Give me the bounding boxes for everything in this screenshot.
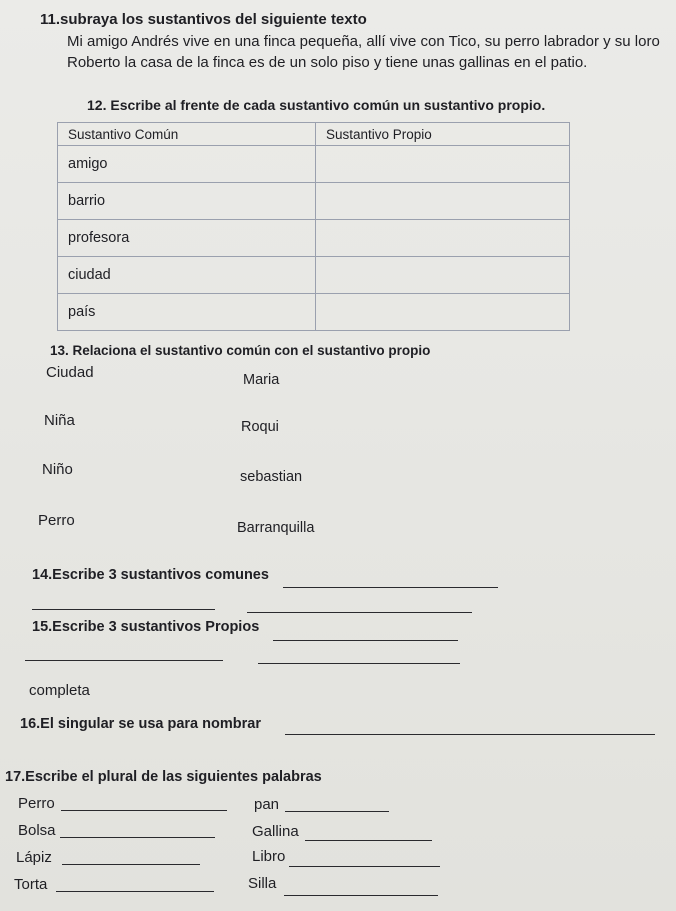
common-noun-cell: barrio [58,183,316,220]
answer-line[interactable] [247,612,472,613]
plural-answer-line[interactable] [305,840,432,841]
q13-right-item[interactable]: Roqui [241,419,279,435]
plural-word: Bolsa [18,822,56,839]
common-noun-cell: amigo [58,146,316,183]
plural-word: Gallina [252,823,299,840]
q13-left-item[interactable]: Ciudad [46,364,94,381]
q13-left-item[interactable]: Niño [42,461,73,478]
proper-noun-answer-cell[interactable] [316,257,570,294]
plural-answer-line[interactable] [61,810,227,811]
table-row [58,183,570,220]
proper-noun-answer-cell[interactable] [316,220,570,257]
q13-right-item[interactable]: sebastian [240,469,303,485]
plural-word: Lápiz [16,849,52,866]
proper-noun-answer-cell[interactable] [316,294,570,331]
table-row [58,220,570,257]
q16-title: 16.El singular se usa para nombrar [20,716,261,732]
plural-word: Silla [248,875,277,892]
q13-title: 13. Relaciona el sustantivo común con el sustantivo propio [50,343,431,358]
q11-title: 11.subraya los sustantivos del siguiente texto [40,11,367,28]
q13-left-item[interactable]: Niña [44,412,75,429]
plural-answer-line[interactable] [62,864,200,865]
plural-word: Perro [18,795,55,812]
common-noun-cell: ciudad [58,257,316,294]
answer-line[interactable] [285,734,655,735]
answer-line[interactable] [283,587,498,588]
plural-answer-line[interactable] [60,837,215,838]
q15-title: 15.Escribe 3 sustantivos Propios [32,619,260,635]
plural-word: pan [254,796,280,813]
header-common-noun: Sustantivo Común [58,123,316,146]
answer-line[interactable] [273,640,458,641]
answer-line[interactable] [32,609,215,610]
plural-word: Libro [252,848,286,865]
answer-line[interactable] [258,663,460,664]
plural-answer-line[interactable] [56,891,214,892]
plural-answer-line[interactable] [284,895,438,896]
completa-label: completa [29,682,90,699]
proper-noun-answer-cell[interactable] [316,183,570,220]
q13-left-item[interactable]: Perro [38,512,75,529]
q12-title: 12. Escribe al frente de cada sustantivo común un sustantivo propio. [87,97,546,113]
plural-word: Torta [14,876,48,893]
proper-noun-answer-cell[interactable] [316,146,570,183]
table-row [58,257,570,294]
q13-right-item[interactable]: Barranquilla [237,520,315,536]
table-row [58,146,570,183]
table-row [58,294,570,331]
header-proper-noun: Sustantivo Propio [316,123,570,146]
q11-text-line-2: Roberto la casa de la finca es de un solo piso y tiene unas gallinas en el patio. [67,54,588,71]
q13-right-item[interactable]: Maria [243,372,280,388]
q17-title: 17.Escribe el plural de las siguientes palabras [5,769,322,785]
plural-answer-line[interactable] [285,811,389,812]
q11-text-line-1: Mi amigo Andrés vive en una finca pequeña, allí vive con Tico, su perro labrador y su loro [67,33,660,50]
common-noun-cell: profesora [58,220,316,257]
table-header-row [58,123,570,146]
common-noun-cell: país [58,294,316,331]
answer-line[interactable] [25,660,223,661]
nouns-table [57,122,570,331]
plural-answer-line[interactable] [289,866,440,867]
q14-title: 14.Escribe 3 sustantivos comunes [32,567,269,583]
